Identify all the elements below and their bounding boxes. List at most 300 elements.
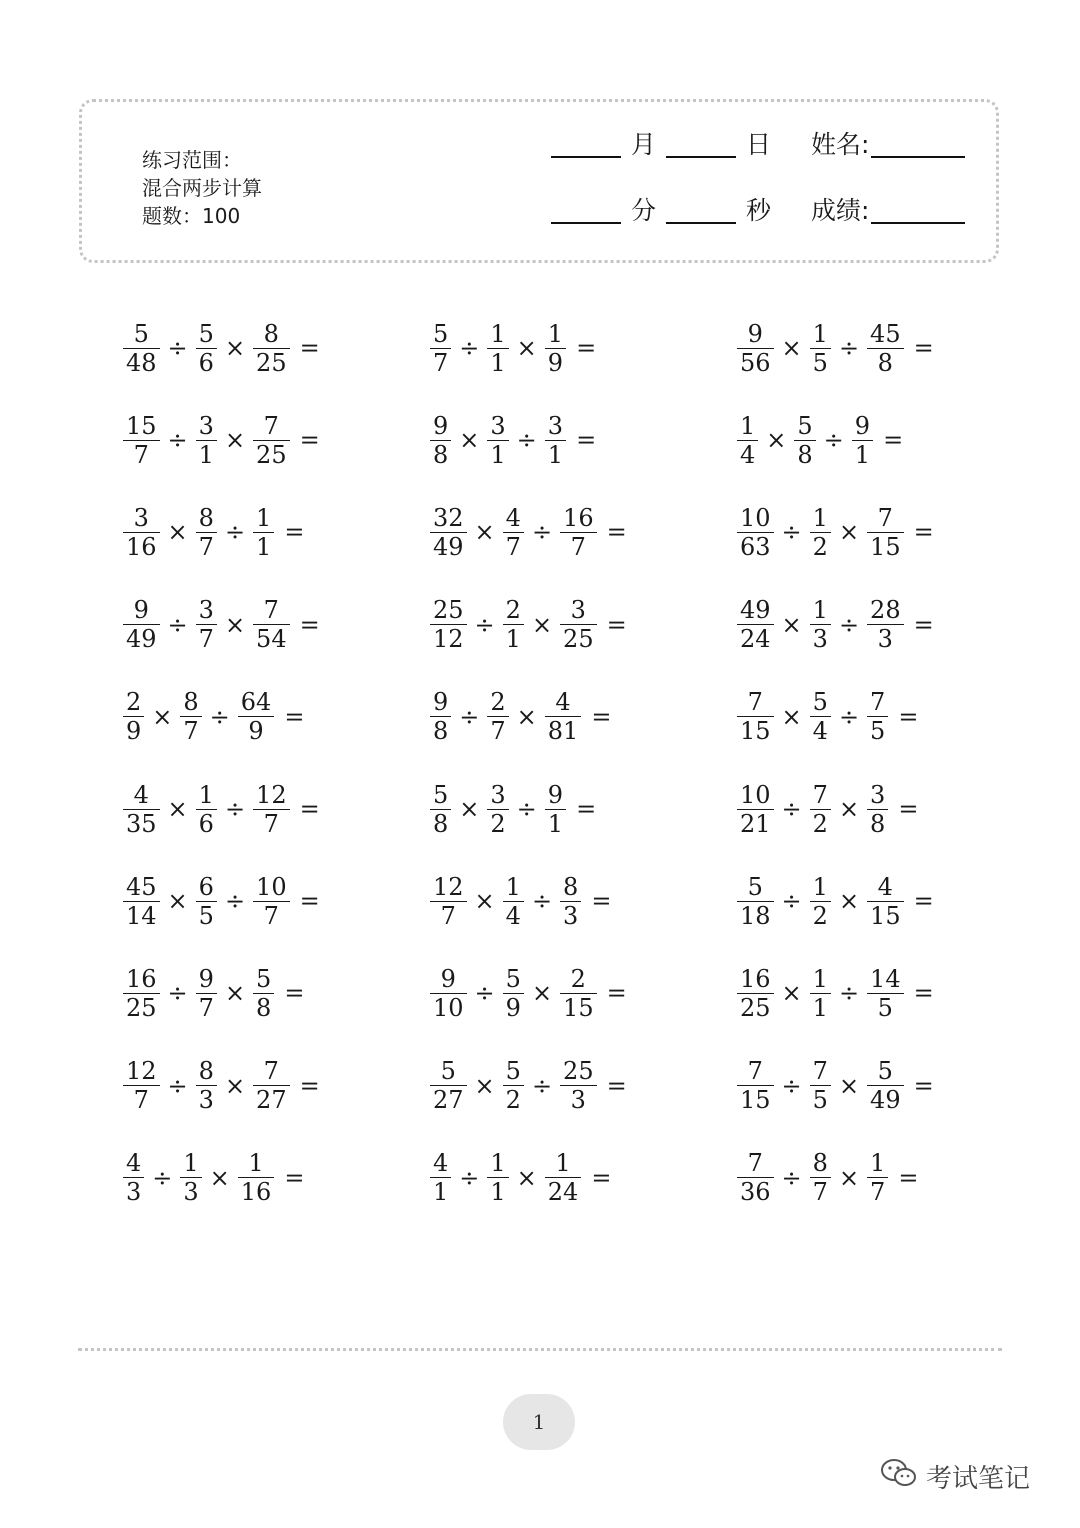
denominator: 7	[440, 901, 456, 930]
numerator: 9	[198, 964, 214, 993]
divide-operator: ÷	[531, 1071, 553, 1100]
fraction	[503, 873, 524, 930]
divide-operator: ÷	[224, 518, 246, 547]
problem-expression	[735, 500, 934, 564]
denominator: 8	[433, 717, 449, 746]
multiply-operator: ×	[474, 887, 495, 916]
numerator: 10	[740, 780, 771, 809]
multiply-operator: ×	[459, 795, 480, 823]
numerator: 7	[263, 411, 279, 440]
info-topic: 混合两步计算	[142, 176, 262, 200]
numerator: 5	[256, 964, 272, 993]
score-label: 成绩:	[811, 196, 870, 225]
fraction	[238, 688, 275, 745]
numerator: 5	[433, 319, 449, 348]
fraction	[430, 1057, 467, 1114]
equals-sign: =	[284, 702, 305, 731]
denominator: 9	[126, 717, 142, 746]
multiply-operator: ×	[516, 1163, 537, 1192]
equals-sign: =	[913, 979, 934, 1008]
problem-expression	[428, 685, 611, 749]
numerator: 8	[198, 503, 214, 532]
numerator: 7	[747, 688, 763, 717]
equals-sign: =	[591, 887, 612, 916]
numerator: 5	[812, 688, 828, 717]
numerator: 1	[198, 780, 214, 809]
denominator: 63	[740, 532, 771, 561]
denominator: 8	[877, 348, 893, 377]
fraction	[123, 873, 160, 930]
numerator: 2	[505, 596, 521, 625]
equals-sign: =	[299, 426, 320, 455]
equals-sign: =	[284, 518, 305, 547]
denominator: 1	[547, 809, 564, 838]
equals-sign: =	[898, 795, 919, 823]
problem-expression	[735, 961, 934, 1025]
worksheet-info	[142, 146, 262, 230]
problem-expression	[121, 500, 304, 564]
numerator: 1	[547, 319, 564, 348]
fraction	[123, 965, 160, 1022]
seconds-blank[interactable]	[666, 198, 736, 224]
fraction	[123, 1057, 160, 1114]
fraction	[123, 1149, 144, 1206]
denominator: 15	[740, 1086, 771, 1115]
numerator: 9	[433, 411, 449, 440]
equals-sign: =	[606, 610, 627, 639]
multiply-operator: ×	[474, 518, 495, 547]
multiply-operator: ×	[781, 979, 802, 1008]
fraction	[545, 320, 566, 377]
numerator: 9	[547, 780, 564, 809]
denominator: 27	[433, 1086, 464, 1115]
fraction	[430, 320, 451, 377]
multiply-operator: ×	[459, 426, 480, 455]
denominator: 49	[870, 1086, 901, 1115]
fraction	[737, 1149, 774, 1206]
equals-sign: =	[913, 1071, 934, 1100]
denominator: 25	[256, 440, 287, 469]
divide-operator: ÷	[209, 702, 230, 731]
divide-operator: ÷	[838, 702, 860, 731]
denominator: 15	[740, 717, 771, 746]
minutes-label: 分	[631, 196, 657, 225]
fraction	[810, 873, 831, 930]
denominator: 12	[433, 625, 464, 654]
numerator: 7	[747, 1149, 763, 1178]
numerator: 28	[870, 596, 901, 625]
denominator: 4	[740, 440, 756, 469]
day-blank[interactable]	[666, 132, 736, 158]
divide-operator: ÷	[781, 518, 802, 547]
fraction	[737, 688, 774, 745]
day-label: 日	[746, 130, 772, 159]
numerator: 16	[740, 964, 771, 993]
numerator: 7	[877, 503, 893, 532]
denominator: 1	[490, 1178, 506, 1207]
numerator: 3	[198, 411, 214, 440]
multiply-operator: ×	[224, 979, 246, 1008]
name-blank[interactable]	[871, 132, 965, 158]
numerator: 5	[877, 1057, 893, 1086]
denominator: 21	[740, 809, 771, 838]
numerator: 8	[198, 1057, 214, 1086]
problem-expression	[735, 1054, 934, 1118]
denominator: 49	[433, 532, 464, 561]
problem-expression	[121, 593, 320, 657]
numerator: 8	[183, 688, 199, 717]
multiply-operator: ×	[167, 518, 188, 547]
multiply-operator: ×	[224, 1071, 246, 1100]
fraction	[123, 412, 160, 469]
problem-expression	[735, 316, 934, 380]
page-number: 1	[503, 1394, 575, 1450]
fraction	[196, 320, 217, 377]
multiply-operator: ×	[516, 334, 537, 362]
fraction	[867, 596, 904, 653]
numerator: 3	[547, 411, 564, 440]
month-blank[interactable]	[551, 132, 621, 158]
numerator: 32	[433, 503, 464, 532]
equals-sign: =	[299, 1071, 320, 1100]
numerator: 7	[870, 688, 886, 717]
denominator: 2	[812, 809, 828, 838]
denominator: 2	[505, 1086, 521, 1115]
divide-operator: ÷	[838, 610, 860, 639]
score-blank[interactable]	[871, 198, 965, 224]
denominator: 7	[183, 717, 199, 746]
denominator: 5	[198, 901, 214, 930]
numerator: 1	[490, 319, 506, 348]
numerator: 3	[570, 596, 586, 625]
denominator: 2	[490, 809, 506, 838]
fraction	[123, 504, 160, 561]
denominator: 10	[433, 993, 464, 1022]
divide-operator: ÷	[781, 1071, 802, 1100]
numerator: 9	[440, 964, 456, 993]
equals-sign: =	[299, 887, 320, 916]
fraction	[867, 688, 888, 745]
numerator: 1	[812, 596, 828, 625]
denominator: 5	[870, 717, 886, 746]
fraction	[253, 412, 290, 469]
multiply-operator: ×	[167, 887, 188, 916]
problem-expression	[735, 408, 903, 472]
divide-operator: ÷	[531, 518, 553, 547]
minutes-blank[interactable]	[551, 198, 621, 224]
denominator: 8	[256, 993, 272, 1022]
fraction	[737, 1057, 774, 1114]
divide-operator: ÷	[516, 795, 537, 823]
numerator: 4	[877, 872, 893, 901]
fraction	[180, 1149, 201, 1206]
denominator: 15	[563, 993, 594, 1022]
denominator: 24	[547, 1178, 579, 1207]
fraction	[123, 320, 160, 377]
equals-sign: =	[883, 426, 904, 455]
problem-expression	[428, 1054, 627, 1118]
multiply-operator: ×	[167, 795, 188, 823]
denominator: 5	[812, 1086, 828, 1115]
fraction	[545, 1149, 582, 1206]
fraction	[545, 412, 566, 469]
equals-sign: =	[591, 1163, 612, 1192]
numerator: 4	[555, 688, 571, 717]
month-label: 月	[631, 130, 657, 159]
numerator: 14	[870, 964, 901, 993]
denominator: 25	[126, 993, 157, 1022]
fraction	[253, 504, 274, 561]
watermark-text: 考试笔记	[926, 1464, 1031, 1494]
numerator: 3	[490, 411, 506, 440]
divide-operator: ÷	[167, 610, 188, 639]
numerator: 45	[126, 872, 157, 901]
numerator: 12	[126, 1057, 157, 1086]
fraction	[867, 320, 904, 377]
fraction	[810, 504, 831, 561]
equals-sign: =	[299, 334, 320, 362]
divide-operator: ÷	[531, 887, 553, 916]
fraction	[503, 1057, 524, 1114]
divide-operator: ÷	[838, 334, 860, 362]
fraction	[430, 873, 467, 930]
problem-expression	[121, 777, 320, 841]
numerator: 5	[440, 1057, 456, 1086]
problem-expression	[121, 316, 320, 380]
numerator: 10	[256, 872, 287, 901]
fraction	[123, 596, 160, 653]
divide-operator: ÷	[167, 1071, 188, 1100]
multiply-operator: ×	[224, 610, 246, 639]
divide-operator: ÷	[516, 426, 537, 455]
numerator: 4	[505, 503, 521, 532]
denominator: 9	[505, 993, 521, 1022]
denominator: 6	[198, 348, 214, 377]
denominator: 16	[240, 1178, 272, 1207]
multiply-operator: ×	[531, 610, 553, 639]
numerator: 7	[812, 780, 828, 809]
multiply-operator: ×	[766, 426, 787, 455]
denominator: 7	[133, 440, 149, 469]
fraction	[503, 596, 524, 653]
denominator: 48	[126, 348, 157, 377]
problem-expression	[121, 1054, 320, 1118]
divide-operator: ÷	[167, 334, 188, 362]
fraction	[487, 688, 508, 745]
denominator: 27	[256, 1086, 287, 1115]
fraction	[737, 965, 774, 1022]
fraction	[253, 1057, 290, 1114]
numerator: 1	[490, 1149, 506, 1178]
denominator: 3	[126, 1178, 142, 1207]
fraction	[560, 1057, 597, 1114]
name-label: 姓名:	[811, 130, 870, 159]
denominator: 7	[433, 348, 449, 377]
divide-operator: ÷	[823, 426, 844, 455]
denominator: 14	[126, 901, 157, 930]
fraction	[545, 688, 582, 745]
fraction	[430, 965, 467, 1022]
denominator: 15	[870, 532, 901, 561]
fraction	[253, 781, 290, 838]
problem-expression	[735, 777, 918, 841]
fraction	[196, 965, 217, 1022]
denominator: 24	[740, 625, 771, 654]
denominator: 25	[256, 348, 287, 377]
divide-operator: ÷	[838, 979, 860, 1008]
denominator: 81	[547, 717, 579, 746]
equals-sign: =	[576, 334, 597, 362]
denominator: 7	[198, 625, 214, 654]
fraction	[196, 504, 217, 561]
time-score-row	[551, 198, 965, 224]
problem-expression	[121, 1146, 304, 1210]
fraction	[430, 596, 467, 653]
numerator: 5	[133, 319, 149, 348]
fraction	[810, 320, 831, 377]
divide-operator: ÷	[167, 426, 188, 455]
denominator: 5	[877, 993, 893, 1022]
numerator: 64	[240, 688, 272, 717]
fraction	[737, 873, 774, 930]
equals-sign: =	[606, 518, 627, 547]
denominator: 7	[490, 717, 506, 746]
denominator: 1	[433, 1178, 449, 1207]
denominator: 4	[812, 717, 828, 746]
numerator: 7	[263, 596, 279, 625]
denominator: 25	[563, 625, 594, 654]
numerator: 10	[740, 503, 771, 532]
equals-sign: =	[284, 1163, 305, 1192]
numerator: 7	[812, 1057, 828, 1086]
denominator: 7	[263, 809, 279, 838]
denominator: 16	[126, 532, 157, 561]
multiply-operator: ×	[781, 334, 802, 362]
numerator: 1	[812, 964, 828, 993]
numerator: 9	[747, 319, 763, 348]
divide-operator: ÷	[781, 1163, 802, 1192]
fraction	[852, 412, 873, 469]
numerator: 1	[812, 872, 828, 901]
multiply-operator: ×	[838, 1071, 860, 1100]
multiply-operator: ×	[209, 1163, 230, 1192]
equals-sign: =	[913, 887, 934, 916]
numerator: 3	[490, 780, 506, 809]
denominator: 8	[797, 440, 813, 469]
divide-operator: ÷	[781, 795, 802, 823]
denominator: 8	[433, 809, 449, 838]
fraction	[737, 504, 774, 561]
multiply-operator: ×	[838, 1163, 860, 1192]
denominator: 3	[812, 625, 828, 654]
problem-expression	[428, 869, 611, 933]
problem-expression	[121, 685, 304, 749]
fraction	[196, 596, 217, 653]
denominator: 1	[490, 348, 506, 377]
denominator: 6	[198, 809, 214, 838]
numerator: 4	[433, 1149, 449, 1178]
multiply-operator: ×	[224, 334, 246, 362]
numerator: 2	[570, 964, 586, 993]
multiply-operator: ×	[531, 979, 553, 1008]
wechat-icon	[880, 1458, 918, 1495]
numerator: 16	[126, 964, 157, 993]
numerator: 7	[263, 1057, 279, 1086]
divide-operator: ÷	[224, 795, 246, 823]
info-range-label: 练习范围：	[142, 148, 242, 172]
numerator: 5	[198, 319, 214, 348]
denominator: 7	[870, 1178, 886, 1207]
problem-expression	[428, 777, 596, 841]
fraction	[196, 412, 217, 469]
numerator: 1	[812, 319, 828, 348]
denominator: 1	[812, 993, 828, 1022]
numerator: 1	[740, 411, 756, 440]
fraction	[867, 504, 904, 561]
fraction	[810, 688, 831, 745]
numerator: 15	[126, 411, 157, 440]
fraction	[430, 781, 451, 838]
problem-expression	[428, 593, 627, 657]
denominator: 3	[183, 1178, 199, 1207]
numerator: 45	[870, 319, 901, 348]
equals-sign: =	[913, 334, 934, 362]
fraction	[737, 596, 774, 653]
denominator: 15	[870, 901, 901, 930]
denominator: 9	[248, 717, 264, 746]
denominator: 54	[256, 625, 287, 654]
numerator: 1	[505, 872, 521, 901]
numerator: 3	[198, 596, 214, 625]
numerator: 5	[505, 1057, 521, 1086]
numerator: 1	[256, 503, 272, 532]
numerator: 2	[126, 688, 142, 717]
fraction	[430, 1149, 451, 1206]
numerator: 49	[740, 596, 771, 625]
fraction	[867, 873, 904, 930]
numerator: 1	[555, 1149, 571, 1178]
denominator: 1	[490, 440, 506, 469]
denominator: 3	[563, 901, 579, 930]
fraction	[560, 873, 581, 930]
denominator: 9	[547, 348, 564, 377]
fraction	[560, 596, 597, 653]
problem-expression	[735, 1146, 918, 1210]
denominator: 49	[126, 625, 157, 654]
denominator: 1	[256, 532, 272, 561]
equals-sign: =	[606, 1071, 627, 1100]
divide-operator: ÷	[781, 887, 802, 916]
date-name-row	[551, 132, 965, 158]
problem-expression	[428, 1146, 611, 1210]
multiply-operator: ×	[838, 795, 860, 823]
fraction	[430, 412, 451, 469]
numerator: 9	[854, 411, 871, 440]
numerator: 1	[812, 503, 828, 532]
numerator: 7	[747, 1057, 763, 1086]
fraction	[810, 965, 831, 1022]
divide-operator: ÷	[459, 702, 480, 731]
footer-divider	[78, 1348, 1002, 1351]
divide-operator: ÷	[167, 979, 188, 1008]
numerator: 3	[133, 503, 149, 532]
denominator: 56	[740, 348, 771, 377]
denominator: 4	[505, 901, 521, 930]
equals-sign: =	[576, 426, 597, 455]
numerator: 1	[248, 1149, 264, 1178]
problem-expression	[735, 685, 918, 749]
numerator: 8	[263, 319, 279, 348]
